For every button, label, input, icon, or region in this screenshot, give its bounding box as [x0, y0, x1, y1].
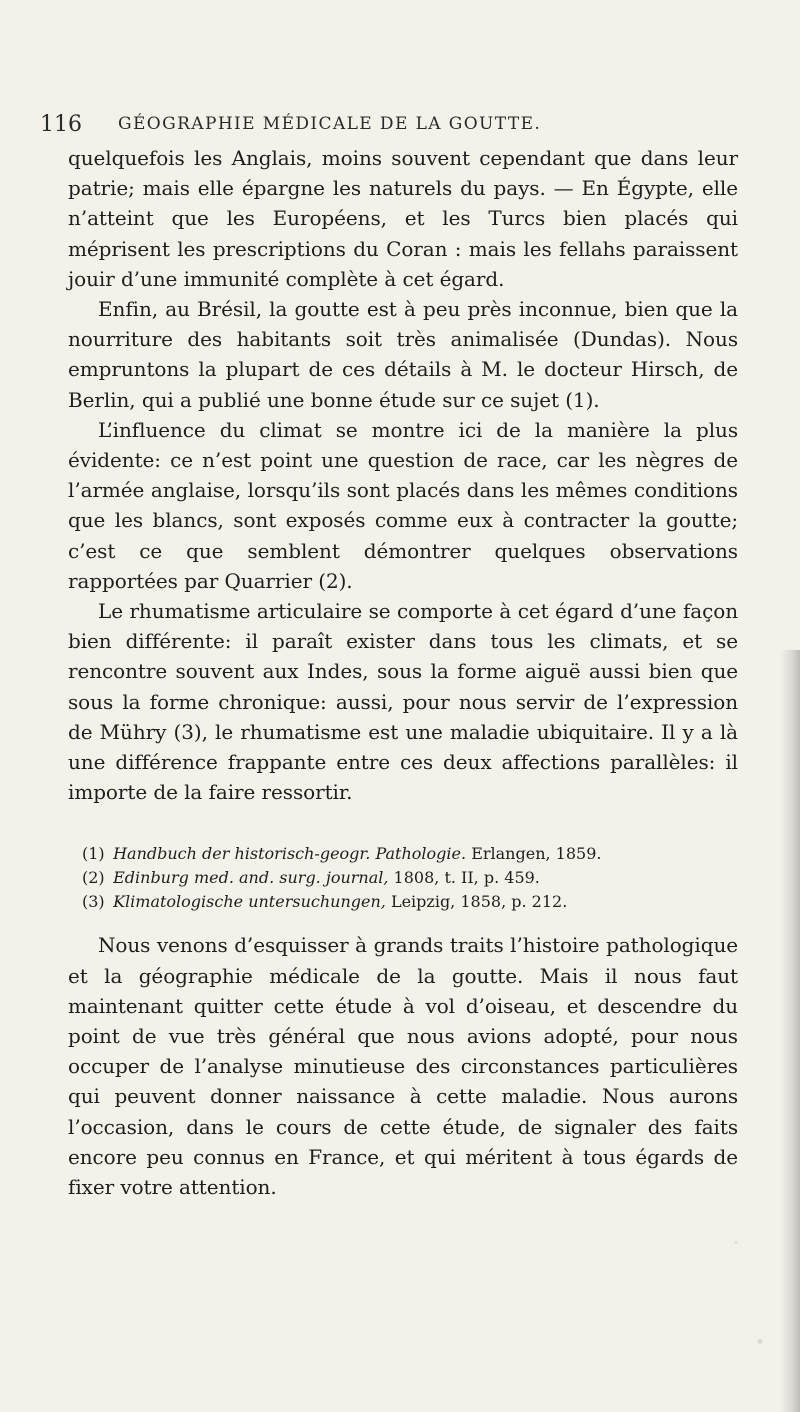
footnote-2-details: 1808, t. II, p. 459.: [393, 868, 540, 887]
page-edge-shadow: [780, 650, 800, 1412]
paragraph-analysis: Nous venons d’esquisser à grands traits l’histoire pathologique et la géographie médicale de la goutte. Mais il nous faut maintenant quitter cette étude à vol d’oiseau, et descendre du point de vue très général que nous avions adopté, pour nous occuper de l’analyse minutieuse des circonstances particulières qui peuvent donner naissance à cette maladie. Nous aurons l’occasion, dans le cours de cette étude, de signaler des faits encore peu connus en France, et qui méritent à tous égards de fixer votre attention.: [68, 933, 738, 1200]
footnote-3: [82, 890, 732, 914]
footnote-1: [82, 842, 732, 866]
footnote-3-details: Leipzig, 1858, p. 212.: [390, 892, 568, 911]
footnote-3-number: (3): [82, 892, 105, 911]
footnote-1-details: Erlangen, 1859.: [471, 844, 602, 863]
paragraph-brazil: Enfin, au Brésil, la goutte est à peu près inconnue, bien que la nourriture des habitants soit très animalisée (Dundas). Nous empruntons la plupart de ces détails à M. le docteur Hirsch, de Berlin, qui a publié une bonne étude sur ce sujet (1).: [68, 297, 738, 412]
footnote-1-title: Handbuch der historisch-geogr. Pathologie.: [113, 844, 467, 863]
footnote-3-title: Klimatologische untersuchungen,: [113, 892, 386, 911]
footnote-1-number: (1): [82, 844, 105, 863]
paragraph-rheumatism: Le rhumatisme articulaire se comporte à cet égard d’une façon bien différente: il paraît exister dans tous les climats, et se rencontre souvent aux Indes, sous la forme aiguë aussi bien que sous la forme chronique: aussi, pour nous servir de l’expression de Mühry (3), le rhumatisme est une maladie ubiquitaire. Il y a là une différence frappante entre ces deux affections parallèles: il importe de la faire ressortir.: [68, 599, 738, 805]
footnotes: [82, 842, 732, 914]
footnote-2-number: (2): [82, 868, 105, 887]
paragraph-continuation: quelquefois les Anglais, moins souvent cependant que dans leur patrie; mais elle épargne les naturels du pays. — En Égypte, elle n’atteint que les Européens, et les Turcs bien placés qui méprisent les prescriptions du Coran : mais les fellahs paraissent jouir d’une immunité complète à cet égard.: [68, 146, 738, 291]
footnote-2: [82, 866, 732, 890]
page-number: 116: [40, 111, 82, 137]
running-header: [40, 108, 740, 140]
paragraph-climate: L’influence du climat se montre ici de la manière la plus évidente: ce n’est point une question de race, car les nègres de l’armée anglaise, lorsqu’ils sont placés dans les mêmes conditions que les blancs, sont exposés comme eux à contracter la goutte; c’est ce que semblent démontrer quelques observations rapportées par Quarrier (2).: [68, 417, 738, 593]
body-text: [68, 143, 738, 1202]
running-title: GÉOGRAPHIE MÉDICALE DE LA GOUTTE.: [118, 114, 542, 134]
footnote-2-title: Edinburg med. and. surg. journal,: [113, 868, 389, 887]
